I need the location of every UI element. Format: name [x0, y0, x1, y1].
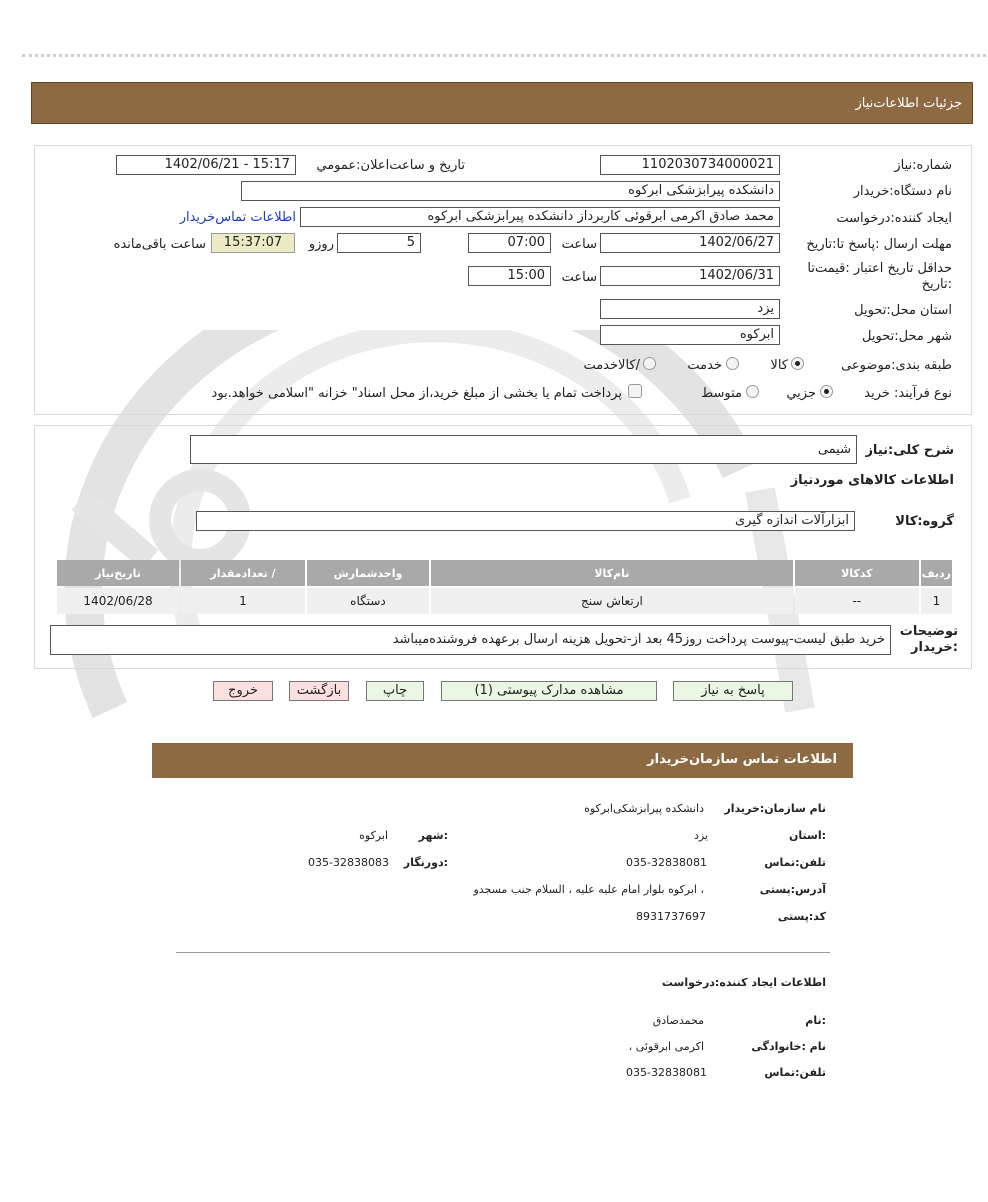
table-row [57, 588, 952, 614]
goods-group-label: گروه:کالا [895, 514, 954, 529]
cell-row: 1 [921, 588, 952, 614]
days-field: 5 [337, 233, 421, 253]
treasury-checkbox[interactable] [628, 384, 642, 398]
contact-section-title: اطلاعات تماس سازمان‌خریدار [647, 752, 837, 767]
cell-code: -- [795, 588, 919, 614]
creator-phone-value: 035-32838081 [626, 1066, 707, 1079]
province-label: استان محل:تحویل [854, 303, 952, 318]
city-field: ابرکوه [600, 325, 780, 345]
contact-address-value: ، ابرکوه بلوار امام علیه علیه ، السلام جنب مسجدو [473, 883, 704, 896]
th-unit: واحدشمارش [307, 560, 429, 586]
process-partial-radio[interactable] [820, 385, 833, 398]
deadline-label: مهلت ارسال :پاسخ تا:تاریخ [806, 237, 952, 252]
contact-province-value: یزد [693, 829, 708, 842]
cell-date: 1402/06/28 [57, 588, 179, 614]
remaining-label: ساعت باقی‌مانده [113, 237, 206, 252]
buyer-contact-link[interactable]: اطلاعات تماس‌خریدار [179, 210, 296, 225]
general-desc-label: شرح کلی:نیاز [865, 443, 954, 458]
contact-phone-label: تلفن:تماس [764, 856, 826, 869]
category-service-label: خدمت [687, 358, 722, 373]
goods-info-label: اطلاعات کالاهای موردنیاز [790, 473, 954, 488]
buyer-notes-field: خرید طبق لیست-پیوست پرداخت روز45 بعد از-تحویل هزینه ارسال برعهده فروشنده‌میباشد [50, 625, 891, 655]
buyer-notes-label: توضیحات :خریدار [899, 624, 958, 655]
th-date: تاریخ‌نیاز [57, 560, 179, 586]
header-title: جزئیات اطلاعات‌نیاز [855, 96, 962, 111]
announce-label: تاریخ و ساعت‌اعلان:عمومي [316, 158, 465, 173]
print-button[interactable]: چاپ [366, 681, 424, 701]
contact-address-label: آدرس:پستی [759, 883, 826, 896]
goods-table [55, 558, 954, 616]
contact-org-label: نام سازمان:خریدار [724, 802, 826, 815]
buyer-org-field: دانشکده پیرابزشکی ابرکوه [241, 181, 780, 201]
deadline-time-field: 07:00 [468, 233, 551, 253]
creator-name-value: محمدصادق [652, 1014, 704, 1027]
table-header-row [57, 560, 952, 586]
validity-date-field: 1402/06/31 [600, 266, 780, 286]
contact-fax-value: 035-32838083 [308, 856, 389, 869]
need-number-label: شماره:نیاز [894, 158, 952, 173]
contact-org-value: دانشکده پیرابزشکی‌ابرکوه [584, 802, 704, 815]
category-both-label: /کالاخدمت [583, 358, 640, 373]
treasury-label: پرداخت تمام یا بخشی از مبلغ خرید،از محل اسناد" خزانه "اسلامی خواهد.بود [211, 386, 622, 401]
creator-section-title: اطلاعات ایجاد کننده:درخواست [661, 976, 826, 989]
process-medium-radio[interactable] [746, 385, 759, 398]
creator-family-label: نام :خانوادگی [751, 1040, 826, 1053]
days-label: روزو [308, 237, 334, 252]
creator-family-value: اکرمی ابرقوئی ، [628, 1040, 704, 1053]
cell-qty: 1 [181, 588, 305, 614]
contact-fax-label: :دورنگار [403, 856, 448, 869]
top-divider [22, 54, 986, 57]
validity-time-field: 15:00 [468, 266, 551, 286]
category-goods-label: کالا [770, 358, 788, 373]
goods-group-field: ابزارآلات اندازه گیری [196, 511, 855, 531]
province-field: یزد [600, 299, 780, 319]
creator-name-label: :نام [805, 1014, 826, 1027]
creator-field: محمد صادق اکرمی ابرقوئی کاربرداز دانشکده پیرابزشکی ابرکوه [300, 207, 780, 227]
contact-postal-value: 8931737697 [636, 910, 706, 923]
category-service-radio[interactable] [726, 357, 739, 370]
validity-label: حداقل تاریخ اعتبار :قیمت‌تا :تاریخ [807, 261, 952, 292]
creator-label: ایجاد کننده:درخواست [836, 211, 952, 226]
page-header [31, 82, 973, 124]
creator-phone-label: تلفن:تماس [764, 1066, 826, 1079]
category-goods-radio[interactable] [791, 357, 804, 370]
process-label: نوع فرآیند: خرید [864, 386, 952, 401]
contact-section-header [152, 743, 853, 778]
category-both-radio[interactable] [643, 357, 656, 370]
process-medium-label: متوسط [701, 386, 742, 401]
exit-button[interactable]: خروج [213, 681, 273, 701]
contact-province-label: :استان [789, 829, 826, 842]
validity-hour-label: ساعت [561, 270, 597, 285]
attachments-button[interactable]: مشاهده مدارک پیوستی (1) [441, 681, 657, 701]
cell-unit: دستگاه [307, 588, 429, 614]
contact-city-label: :شهر [418, 829, 448, 842]
city-label: شهر محل:تحویل [862, 329, 952, 344]
contact-divider [176, 952, 830, 953]
contact-phone-value: 035-32838081 [626, 856, 707, 869]
process-partial-label: جزيي [786, 386, 816, 401]
th-code: کدکالا [795, 560, 919, 586]
remaining-time-field: 15:37:07 [211, 233, 295, 253]
announce-field: 1402/06/21 - 15:17 [116, 155, 296, 175]
contact-postal-label: کد:پستی [777, 910, 826, 923]
th-row: ردیف [921, 560, 952, 586]
contact-city-value: ابرکوه [359, 829, 388, 842]
deadline-hour-label: ساعت [561, 237, 597, 252]
th-qty: / تعدادمقدار [181, 560, 305, 586]
reply-button[interactable]: پاسخ به نیاز [673, 681, 793, 701]
general-desc-field: شیمی [190, 435, 857, 464]
category-label: طبقه بندی:موضوعی [841, 358, 952, 373]
cell-name: ارتعاش سنج [431, 588, 793, 614]
buyer-org-label: نام دستگاه:خریدار [853, 184, 952, 199]
th-name: نام‌کالا [431, 560, 793, 586]
deadline-date-field: 1402/06/27 [600, 233, 780, 253]
need-number-field: 1102030734000021 [600, 155, 780, 175]
back-button[interactable]: بازگشت [289, 681, 349, 701]
